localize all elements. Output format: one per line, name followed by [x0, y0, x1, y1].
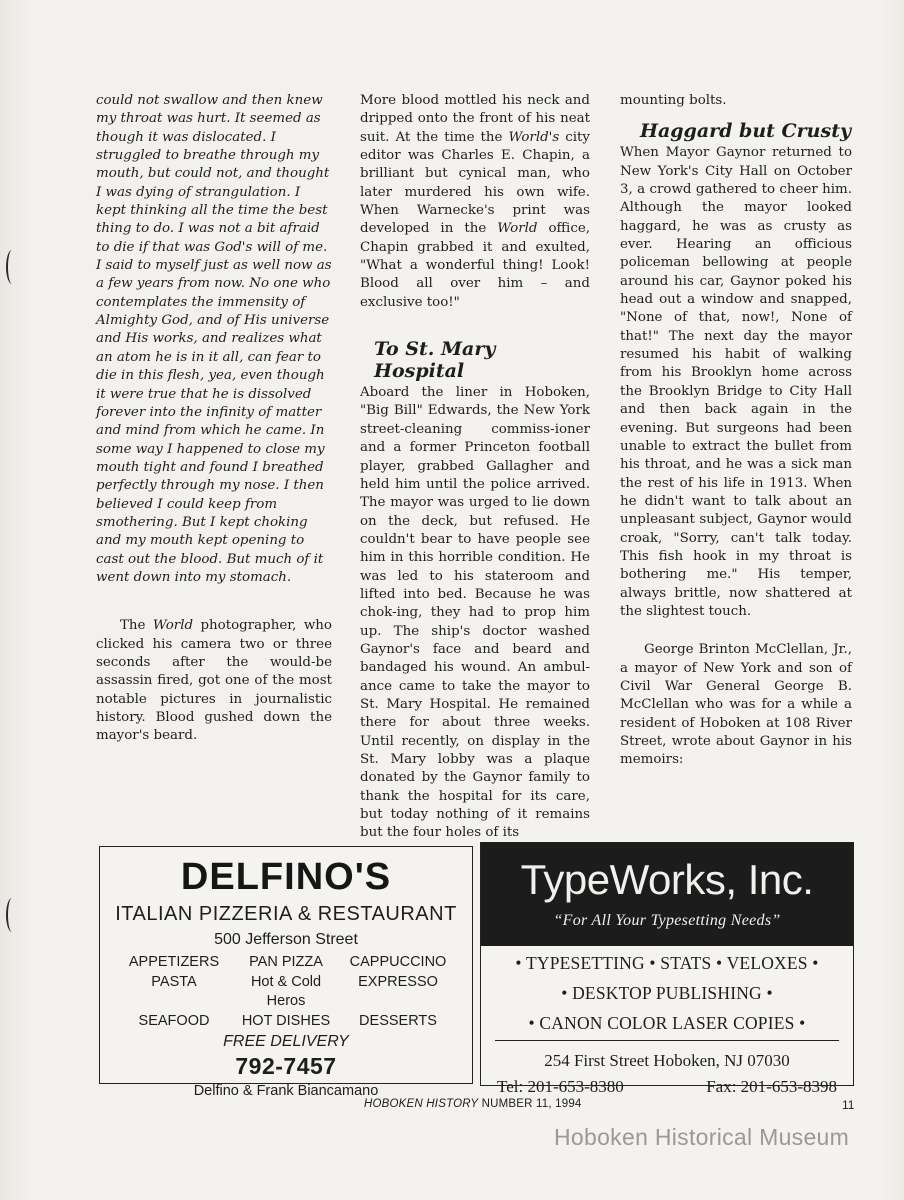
issue-label: NUMBER 11, 1994 — [478, 1098, 582, 1110]
menu-item: SEAFOOD — [138, 1013, 210, 1029]
mcclellan-paragraph: George Brinton McClellan, Jr., a mayor of New York and son of Civil War General George B. McClellan who was for a while a resident of Hoboken at 108 River Street, wrote about Gaynor in his memoirs: — [620, 642, 852, 768]
typeworks-advertisement — [480, 842, 854, 1096]
restaurant-name: DELFINO'S — [180, 856, 392, 898]
company-telephone: Tel: 201-653-8380 — [497, 1077, 624, 1096]
restaurant-subtitle: ITALIAN PIZZERIA & RESTAURANT — [115, 903, 457, 925]
restaurant-address: 500 Jefferson Street — [214, 931, 358, 948]
binding-hole-mark — [6, 250, 18, 284]
delfinos-advertisement — [99, 846, 473, 1099]
service-line: • TYPESETTING • STATS • VELOXES • — [515, 953, 819, 973]
newspaper-name: World's — [508, 129, 560, 145]
page-number: 11 — [842, 1098, 855, 1112]
typeworks-banner — [481, 843, 853, 946]
delivery-note: FREE DELIVERY — [223, 1033, 349, 1050]
divider — [495, 1040, 839, 1041]
service-line: • DESKTOP PUBLISHING • — [561, 983, 773, 1003]
hospital-paragraph: Aboard the liner in Hoboken, "Big Bill" Edwards, the New York street-cleaning commiss-ioner and a former Princeton football player, grabbed Gallagher and held him until the police arrived. The mayor was urged to lie down on the deck, but refused. He couldn't bear to have people see him in this horrible condition. He was led to his stateroom and lifted into bed. Because he was chok-ing, they had to prop him up. The ship's doctor washed Gaynor's face and beard and bandaged his wound. An ambul-ance came to take the mayor to St. Mary Hospital. He remained there for about three weeks. Until recently, on display in the St. Mary lobby was a plaque donated by the Gaynor family to thank the hospital for its care, but today nothing of it remains but the four holes of its — [360, 385, 590, 841]
return-paragraph: When Mayor Gaynor returned to New York's City Hall on October 3, a crowd gathered to cheer him. Although the mayor looked haggard, he was as crusty as ever. Hearing an officious policeman bellowing at people around his car, Gaynor poked his head out a window and snapped, "None of that, now!, None of that!" The next day the mayor resumed his habit of walking from his Brooklyn home across the Brooklyn Bridge to City Hall and then back again in the evening. But surgeons had been unable to extract the bullet from his throat, and he was a sick man the rest of his life in 1913. When he didn't want to talk about an unpleasant subject, Gaynor would croak, "Sorry, can't talk today. This fish hook in my throat is bothering me." His temper, always brittle, now shattered at the slightest touch. — [620, 145, 852, 619]
newspaper-name: World — [497, 221, 538, 237]
newspaper-name: World — [152, 618, 194, 634]
menu-item: HOT DISHES — [241, 1013, 331, 1029]
binding-hole-mark — [6, 898, 18, 932]
restaurant-owners: Delfino & Frank Biancamano — [193, 1083, 379, 1099]
company-address: 254 First Street Hoboken, NJ 07030 — [544, 1051, 790, 1070]
page-footer — [364, 1098, 582, 1110]
text-run: More blood mottled his neck and dripped onto the front of his neat suit. At the time the — [360, 93, 590, 145]
menu-item: DESSERTS — [359, 1013, 437, 1029]
menu-item: CAPPUCCINO — [349, 954, 447, 970]
publication-name: HOBOKEN HISTORY — [364, 1098, 479, 1110]
company-name: TypeWorks, Inc. — [520, 856, 814, 903]
text-run: office, Chapin grabbed it and exulted, "What a wonderful thing! Look! Blood all over him – and exclusive too!" — [360, 221, 591, 310]
article-column-2 — [360, 92, 590, 843]
text-run: The — [120, 618, 153, 634]
company-contact — [481, 1077, 853, 1097]
menu-item: APPETIZERS — [128, 954, 220, 970]
article-column-1 — [96, 92, 332, 746]
chapin-paragraph — [360, 92, 590, 312]
photographer-paragraph — [96, 617, 332, 745]
company-tagline: “For All Your Typesetting Needs” — [553, 912, 781, 929]
menu-item: Hot & Cold Heros — [250, 974, 322, 1009]
menu-item: PAN PIZZA — [249, 954, 323, 970]
company-fax: Fax: 201-653-8398 — [706, 1077, 837, 1096]
section-heading: To St. Mary Hospital — [374, 338, 496, 383]
section-heading: Haggard but Crusty — [640, 120, 852, 143]
service-line: • CANON COLOR LASER COPIES • — [528, 1013, 806, 1033]
text-run: city editor was Charles E. Chapin, a brilliant but cynical man, who later murdered his own wife. When Warnecke's print was developed in the — [360, 129, 590, 237]
restaurant-phone: 792-7457 — [235, 1053, 337, 1079]
menu-list — [118, 953, 454, 1031]
menu-item: EXPRESSO — [358, 974, 438, 990]
text-run: photographer, who clicked his camera two or three seconds after the would-be assassin fired, got one of the most notable pictures in journalistic history. Blood gushed down the mayor's beard. — [96, 618, 332, 744]
mayor-quote-paragraph: could not swallow and then knew my throat was hurt. It seemed as though it was dislocated. I struggled to breathe through my mouth, but could not, and thought I was dying of strangulation. I kept thinking all the time the best thing to do. I was not a bit afraid to die if that was God's will of me. I said to myself just as well now as a few years from now. No one who contemplates the immensity of Almighty God, and of His universe and His works, and realizes what an atom he is in it all, can fear to die in this flesh, yea, even though it were true that he is dissolved forever into the infinity of matter and mind from which he came. In some way I happened to close my mouth tight and found I breathed perfectly through my nose. I then believed I could keep from smothering. But I kept choking and my mouth kept opening to cast out the blood. But much of it went down into my stomach. — [96, 93, 332, 585]
museum-watermark: Hoboken Historical Museum — [554, 1124, 850, 1150]
continued-paragraph: mounting bolts. — [620, 93, 727, 108]
article-column-3 — [620, 92, 852, 770]
menu-item: PASTA — [151, 974, 197, 990]
